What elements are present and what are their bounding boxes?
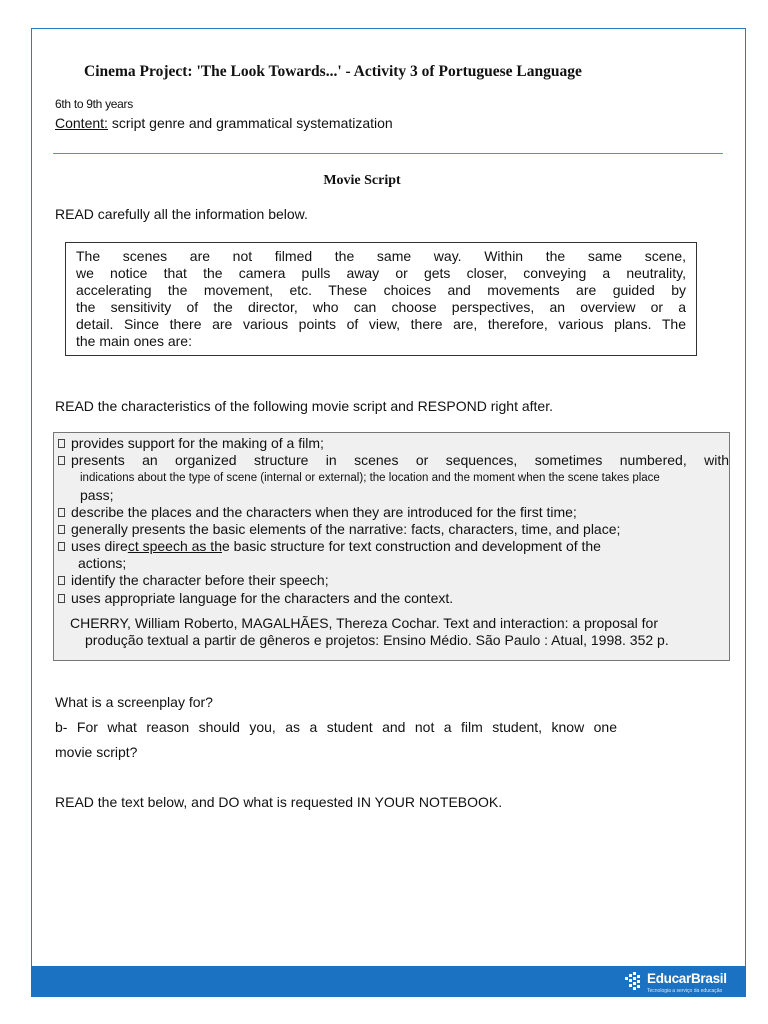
list-item-detail: indications about the type of scene (internal or external); the location and the moment when the scene takes place <box>80 471 660 484</box>
content-line <box>55 115 393 131</box>
citation <box>56 615 729 649</box>
citation-line: CHERRY, William Roberto, MAGALHÃES, Thereza Cochar. Text and interaction: a proposal for <box>70 615 659 632</box>
checkbox-glyph-icon <box>58 594 65 603</box>
list-item: describe the places and the characters when they are introduced for the first time; <box>56 504 729 521</box>
checkbox-glyph-icon <box>58 525 65 534</box>
list-item: identify the character before their speech; <box>56 572 729 589</box>
logo-tagline: Tecnologia a serviço da educação <box>647 988 723 994</box>
section-title-text: Movie Script <box>323 173 401 188</box>
question-2-line-1: b- For what reason should you, as a student and not a film student, know one <box>55 719 617 735</box>
page-title: Cinema Project: 'The Look Towards...' - Activity 3 of Portuguese Language <box>84 63 582 80</box>
info-line: we notice that the camera pulls away or gets closer, conveying a neutrality, <box>76 265 686 281</box>
logo-mark-icon <box>624 971 644 993</box>
question-2-line-2: movie script? <box>55 744 138 760</box>
instruction-characteristics: READ the characteristics of the following movie script and RESPOND right after. <box>55 398 553 414</box>
info-line: the sensitivity of the director, who can choose perspectives, an overview or a <box>76 299 686 315</box>
citation-line: produção textual a partir de gêneros e projetos: Ensino Médio. São Paulo : Atual, 1998. 352 p. <box>85 632 669 649</box>
list-item: uses appropriate language for the characters and the context. <box>56 590 729 607</box>
checkbox-glyph-icon <box>58 439 65 448</box>
info-line: the main ones are: <box>76 333 192 349</box>
question-1: What is a screenplay for? <box>55 694 213 710</box>
info-line: The scenes are not filmed the same way. Within the same scene, <box>76 248 686 264</box>
list-item: presents an organized structure in scenes or sequences, sometimes numbered, with <box>56 452 729 469</box>
checkbox-glyph-icon <box>58 542 65 551</box>
grade-years: 6th to 9th years <box>55 97 133 111</box>
content-value: script genre and grammatical systematization <box>107 115 393 131</box>
list-item-continuation: actions; <box>78 555 127 572</box>
instruction-notebook: READ the text below, and DO what is requested IN YOUR NOTEBOOK. <box>55 794 503 810</box>
logo-text: EducarBrasil <box>647 971 727 986</box>
checkbox-glyph-icon <box>58 456 65 465</box>
section-title <box>0 173 768 189</box>
list-item: provides support for the making of a film; <box>56 435 729 452</box>
list-item: uses direct speech as the basic structure for text construction and development of the <box>56 538 729 555</box>
educarbrasil-logo <box>624 969 727 995</box>
info-box <box>65 242 697 356</box>
info-line: accelerating the movement, etc. These choices and movements are guided by <box>76 282 686 298</box>
info-line: detail. Since there are various points of view, there are, therefore, various plans. The <box>76 316 686 332</box>
instruction-read: READ carefully all the information below. <box>55 206 308 222</box>
header-divider <box>53 153 723 154</box>
characteristics-box <box>53 432 730 661</box>
list-item-continuation: pass; <box>80 486 114 503</box>
checkbox-glyph-icon <box>58 576 65 585</box>
content-label: Content: <box>55 115 108 131</box>
list-item: generally presents the basic elements of the narrative: facts, characters, time, and place; <box>56 521 729 538</box>
checkbox-glyph-icon <box>58 508 65 517</box>
